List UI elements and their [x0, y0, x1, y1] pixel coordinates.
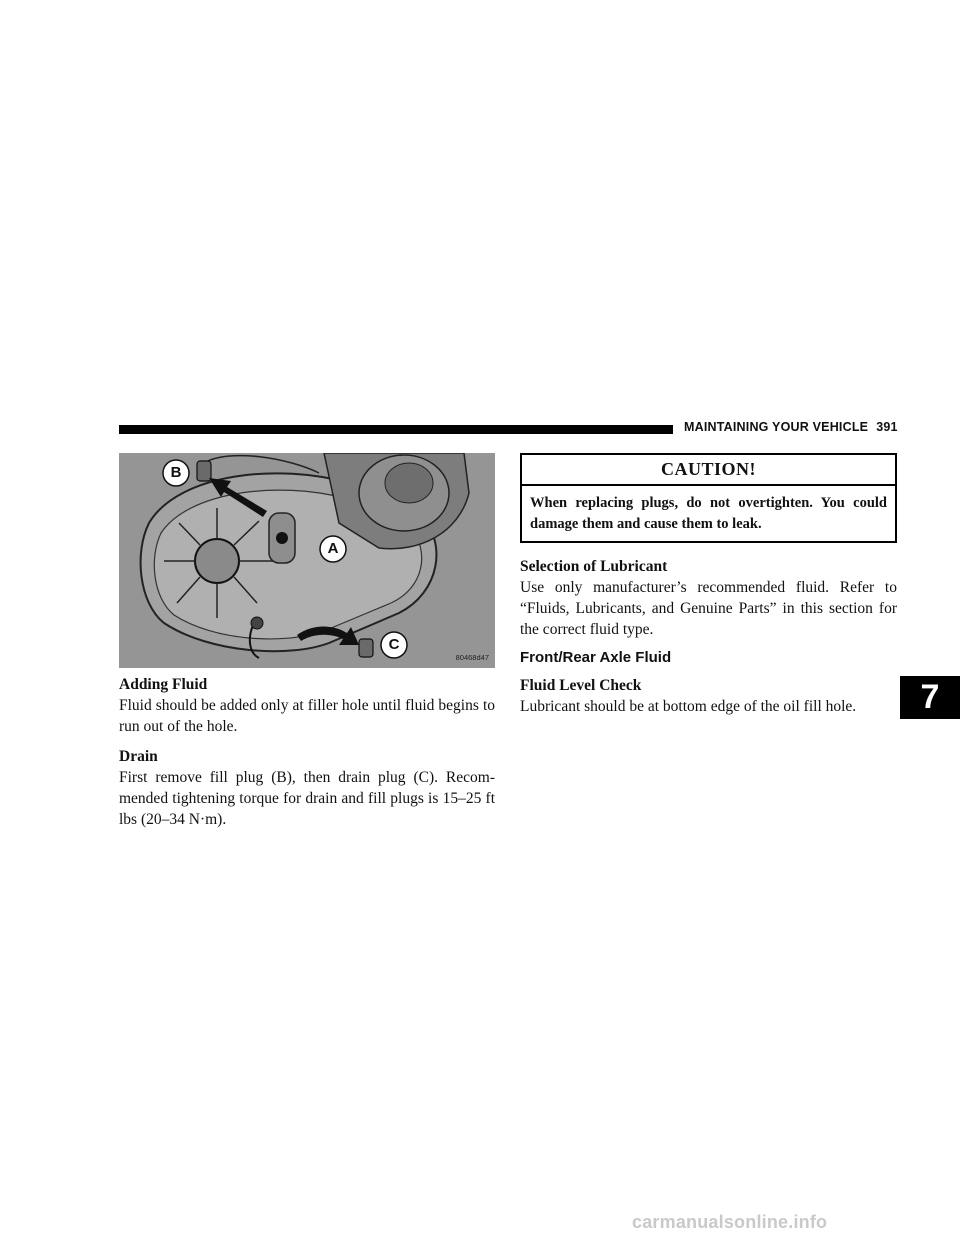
- caution-box: [520, 453, 897, 543]
- left-column: [119, 674, 495, 839]
- lubricant-heading: Selection of Lubricant: [520, 558, 668, 575]
- watermark: carmanualsonline.info: [632, 1212, 828, 1232]
- callout-b: B: [170, 464, 182, 481]
- right-column: [520, 453, 897, 726]
- axle-fluid-heading: Front/Rear Axle Fluid: [520, 649, 672, 666]
- drain-text: First remove fill plug (B), then drain plug (C). Recom-mended tightening torque for drain and fill plugs is 15–25 ft lbs (20–34 N·m).: [119, 769, 495, 828]
- section-title: MAINTAINING YOUR VEHICLE: [684, 420, 869, 434]
- chapter-tab: 7: [900, 676, 960, 719]
- fluid-level-heading: Fluid Level Check: [520, 677, 642, 694]
- page-number: 391: [876, 420, 898, 434]
- caution-title: CAUTION!: [522, 455, 895, 486]
- lubricant-text: Use only manufacturer’s recommended fluid. Refer to “Fluids, Lubricants, and Genuine Parts” in this section for the correct fluid type.: [520, 579, 897, 638]
- caution-text: When replacing plugs, do not overtighten. You could damage them and cause them to leak.: [530, 495, 887, 532]
- callout-a: A: [327, 540, 339, 557]
- transfer-case-illustration: [119, 453, 495, 668]
- header-rule: [119, 425, 673, 434]
- figure-code: 80468d47: [455, 653, 489, 662]
- adding-fluid-heading: Adding Fluid: [119, 676, 208, 693]
- drain-heading: Drain: [119, 748, 158, 765]
- callout-c: C: [388, 636, 400, 653]
- running-header: [684, 420, 898, 434]
- adding-fluid-text: Fluid should be added only at filler hole until fluid begins to run out of the hole.: [119, 697, 495, 735]
- fluid-level-text: Lubricant should be at bottom edge of the oil fill hole.: [520, 698, 857, 715]
- illustration-drawing: [119, 453, 495, 668]
